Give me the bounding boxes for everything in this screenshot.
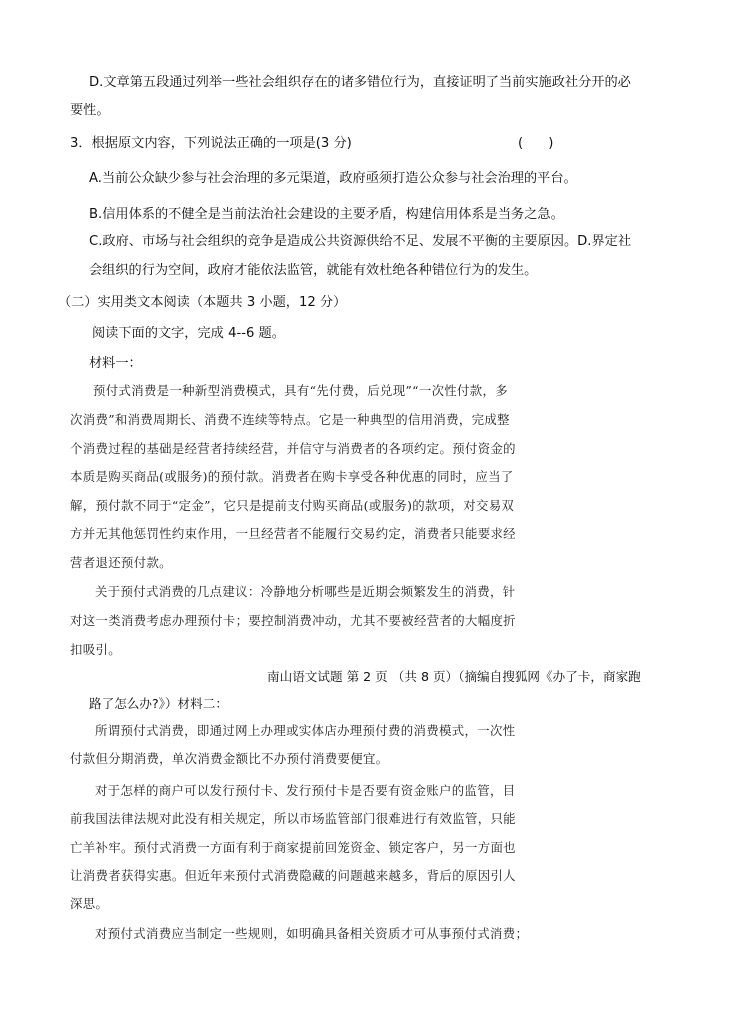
section-heading: （二）实用类文本阅读（本题共 3 小题，12 分） [58, 295, 347, 310]
material1-p1-line: 个消费过程的基础是经营者持续经营，并信守与消费者的各项约定。预付资金的 [70, 441, 516, 456]
q3-answer-blank: ( ) [518, 136, 554, 151]
material2-p1-line: 所谓预付式消费，即通过网上办理或实体店办理预付费的消费模式，一次性 [95, 723, 516, 738]
material1-p1-line: 解，预付款不同于“定金”，它只是提前支付购买商品(或服务)的款项，对交易双 [70, 498, 515, 513]
material1-p2-line: 对这一类消费考虑办理预付卡；要控制消费冲动，尤其不要被经营者的大幅度折 [70, 613, 516, 628]
material2-p2-line: 让消费者获得实惠。但近年来预付式消费隐藏的问题越来越多，背后的原因引人 [70, 868, 516, 883]
q3-option-c-d-line1: C.政府、市场与社会组织的竞争是造成公共资源供给不足、发展不平衡的主要原因。D.界定社 [89, 234, 632, 249]
q3-option-b: B.信用体系的不健全是当前法治社会建设的主要矛盾，构建信用体系是当务之急。 [89, 207, 564, 222]
q3-option-a: A.当前公众缺少参与社会治理的多元渠道，政府亟须打造公众参与社会治理的平台。 [89, 171, 577, 186]
material2-p2-line: 亡羊补牢。预付式消费一方面有利于商家提前回笼资金、锁定客户，另一方面也 [70, 840, 516, 855]
material2-p2-line: 对于怎样的商户可以发行预付卡、发行预付卡是否要有资金账户的监管，目 [95, 783, 516, 798]
material1-p1-line: 次消费”和消费周期长、消费不连续等特点。它是一种典型的信用消费，完成整 [70, 412, 510, 427]
material2-p2-line: 前我国法律法规对此没有相关规定，所以市场监管部门很难进行有效监管，只能 [70, 811, 516, 826]
material1-p1-line: 营者退还预付款。 [70, 555, 172, 570]
material1-label: 材料一： [89, 356, 142, 371]
page-footer-source-line1: 南山语文试题 第 2 页 （共 8 页）（摘编自搜狐网《办了卡，商家跑 [267, 669, 641, 684]
material1-p1-line: 本质是购买商品(或服务)的预付款。消费者在购卡享受各种优惠的同时，应当了 [70, 469, 514, 484]
material1-p2-line: 扣吸引。 [70, 642, 121, 657]
q3-option-c-d-line2: 会组织的行为空间，政府才能依法监管，就能有效杜绝各种错位行为的发生。 [89, 263, 538, 278]
material2-p2-line: 深思。 [70, 896, 109, 911]
section-instruction: 阅读下面的文字，完成 4--6 题。 [92, 326, 285, 341]
q2-option-d-line2: 要性。 [70, 103, 110, 118]
q2-option-d-line1: D.文章第五段通过列举一些社会组织存在的诸多错位行为，直接证明了当前实施政社分开的必 [89, 75, 631, 90]
material1-p2-line: 关于预付式消费的几点建议：冷静地分析哪些是近期会频繁发生的消费，针 [95, 584, 516, 599]
material2-p1-line: 付款但分期消费，单次消费金额比不办预付消费要便宜。 [70, 751, 389, 766]
material2-p3-line: 对预付式消费应当制定一些规则，如明确具备相关资质才可从事预付式消费； [95, 926, 529, 941]
material1-p1-line: 方并无其他惩罚性约束作用，一旦经营者不能履行交易约定，消费者只能要求经 [70, 526, 516, 541]
material1-p1-line: 预付式消费是一种新型消费模式，具有“先付费，后兑现”“一次性付款，多 [93, 383, 509, 398]
q3-stem: 3．根据原文内容，下列说法正确的一项是(3 分) [70, 136, 352, 151]
page-footer-source-line2: 路了怎么办?》）材料二： [89, 696, 228, 711]
